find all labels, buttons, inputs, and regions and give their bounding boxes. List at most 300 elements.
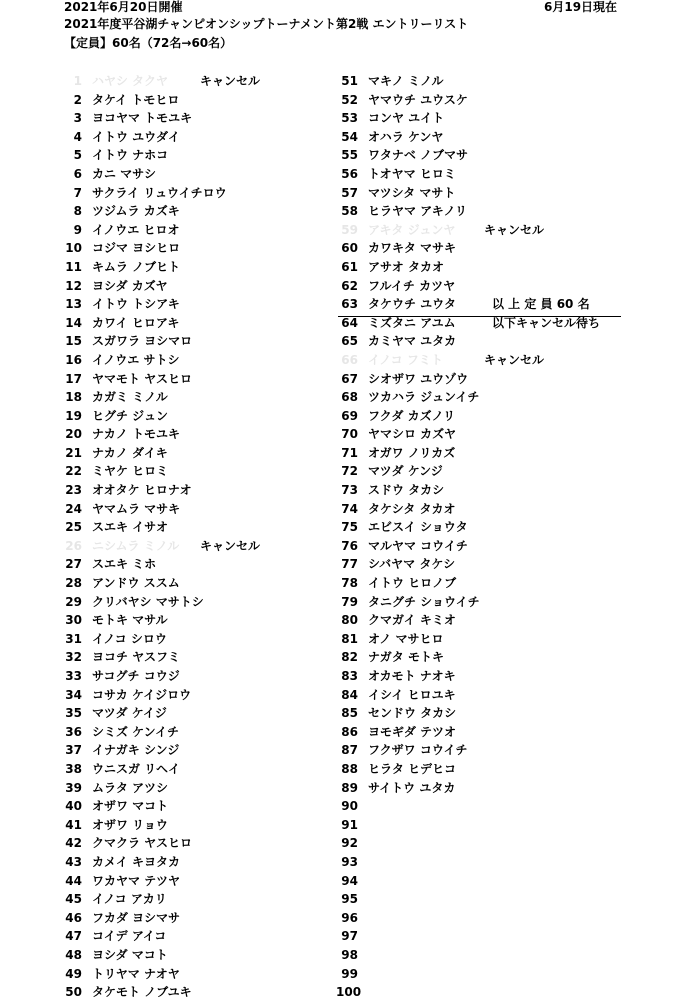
entry-number: 44 [65, 873, 82, 888]
entry-row [336, 425, 626, 444]
entry-name: ヤマウチ ユウスケ [368, 92, 468, 107]
entry-number: 60 [341, 241, 358, 256]
entry-name: タケイ トモヒロ [92, 92, 180, 107]
entry-row [60, 481, 360, 500]
entry-name: イノコ アカリ [92, 892, 167, 907]
entry-row [336, 797, 626, 816]
entry-name: トリヤマ ナオヤ [92, 966, 180, 981]
entry-number: 78 [341, 576, 358, 591]
entry-name: ヨコヤマ トモユキ [92, 111, 193, 126]
entry-number: 79 [341, 594, 358, 609]
entry-number: 69 [341, 408, 358, 423]
entry-number: 52 [341, 92, 358, 107]
entry-row [60, 370, 360, 389]
entry-number: 4 [73, 129, 82, 144]
entry-row [336, 741, 626, 760]
entry-number: 8 [73, 204, 82, 219]
entry-name: オハラ ケンヤ [368, 129, 444, 144]
entry-number: 95 [341, 892, 358, 907]
entry-row [60, 109, 360, 128]
entry-number: 36 [65, 724, 82, 739]
entry-name: オノ マサヒロ [368, 631, 444, 646]
entry-row [60, 704, 360, 723]
entry-number: 23 [65, 483, 82, 498]
entry-row [336, 444, 626, 463]
entry-row [336, 630, 626, 649]
entry-row [60, 388, 360, 407]
entry-number: 26 [65, 538, 82, 553]
entry-row [60, 648, 360, 667]
entry-number: 81 [341, 631, 358, 646]
entry-number: 45 [65, 892, 82, 907]
entry-row [60, 258, 360, 277]
entry-number: 50 [65, 985, 82, 1000]
entry-name: カワイ ヒロアキ [92, 315, 180, 330]
entry-name: コンヤ ユイト [368, 111, 445, 126]
entry-number: 3 [73, 111, 82, 126]
entry-number: 93 [341, 854, 358, 869]
entry-name: ウニスガ リヘイ [92, 761, 180, 776]
entry-number: 61 [341, 259, 358, 274]
entry-name: シオザワ ユウゾウ [368, 371, 469, 386]
entry-row [60, 816, 360, 835]
entry-row [336, 537, 626, 556]
entry-row [60, 165, 360, 184]
entry-number: 17 [65, 371, 82, 386]
entry-name: イノウエ ヒロオ [92, 222, 180, 237]
entry-number: 64 [341, 315, 358, 330]
entry-number: 62 [341, 278, 358, 293]
entry-name: トオヤマ ヒロミ [368, 166, 456, 181]
capacity-line: 【定員】60名（72名→60名） [64, 36, 233, 50]
entry-row [336, 370, 626, 389]
entry-number: 15 [65, 334, 82, 349]
entry-row [60, 946, 360, 965]
entry-row [336, 277, 626, 296]
entry-row [336, 91, 626, 110]
entry-row [336, 555, 626, 574]
entry-row [60, 202, 360, 221]
entry-number: 13 [65, 297, 82, 312]
entry-name: スエキ ミホ [92, 557, 157, 572]
entry-number: 28 [65, 576, 82, 591]
entry-row [60, 779, 360, 798]
entry-name: カニ マサシ [92, 166, 156, 181]
document-title: 2021年度平谷湖チャンピオンシップトーナメント第2戦 エントリーリスト [64, 17, 469, 31]
status-note: 以 上 定 員 60 名 [492, 297, 590, 312]
entry-number: 58 [341, 204, 358, 219]
entry-row [336, 184, 626, 203]
entry-row [336, 128, 626, 147]
entry-number: 12 [65, 278, 82, 293]
entry-number: 29 [65, 594, 82, 609]
entry-name: タケウチ ユウタ [368, 297, 457, 312]
entry-row [336, 407, 626, 426]
entry-row [336, 72, 626, 91]
entry-row [60, 909, 360, 928]
entry-name: タケモト ノブユキ [92, 985, 192, 1000]
entry-name: オカモト ナオキ [368, 669, 456, 683]
entry-name: クマガイ キミオ [368, 613, 456, 628]
entry-row [60, 500, 360, 519]
entry-name: ミヤケ ヒロミ [92, 464, 169, 479]
entry-name: スドウ タカシ [368, 483, 445, 498]
entry-number: 73 [341, 483, 358, 498]
entry-number: 94 [341, 873, 358, 888]
entry-number: 63 [341, 297, 358, 312]
entry-name: ヨシダ カズヤ [92, 278, 168, 293]
entry-number: 38 [65, 761, 82, 776]
entry-name: ハヤシ タクヤ [92, 74, 169, 88]
entry-row [336, 853, 626, 872]
entry-number: 71 [341, 445, 358, 460]
entry-name: オオタケ ヒロナオ [92, 483, 192, 498]
entry-row [336, 109, 626, 128]
entry-row [60, 872, 360, 891]
entry-name: イシイ ヒロユキ [368, 687, 456, 702]
entry-name: フクダ カズノリ [368, 408, 456, 423]
entry-name: サクライ リュウイチロウ [92, 185, 227, 200]
entry-row [336, 295, 626, 314]
entry-number: 39 [65, 780, 82, 795]
entry-name: ヤマモト ヤスヒロ [92, 371, 192, 386]
entry-name: スガワラ ヨシマロ [92, 334, 193, 349]
entry-number: 67 [341, 371, 358, 386]
entry-name: オガワ ノリカズ [368, 445, 456, 460]
entry-number: 22 [65, 464, 82, 479]
entry-row [60, 890, 360, 909]
entry-row [336, 518, 626, 537]
entry-number: 33 [65, 669, 82, 683]
entry-row [336, 927, 626, 946]
entry-row [336, 723, 626, 742]
entry-row [336, 165, 626, 184]
entry-number: 21 [65, 445, 82, 460]
entry-name: ニシムラ ミノル [92, 538, 180, 553]
entry-number: 34 [65, 687, 82, 702]
entry-name: イノコ フミト [368, 352, 443, 367]
entry-name: イトウ ユウダイ [92, 129, 180, 144]
entry-name: オザワ マコト [92, 799, 169, 814]
entry-row [60, 239, 360, 258]
entry-number: 11 [65, 259, 82, 274]
entry-row [60, 965, 360, 984]
entry-number: 6 [73, 166, 82, 181]
entry-name: クリバヤシ マサトシ [92, 594, 204, 609]
entry-name: ミズタニ アユム [368, 315, 456, 330]
entry-number: 32 [65, 650, 82, 665]
entry-number: 41 [65, 817, 82, 832]
entry-row [336, 648, 626, 667]
entry-list-left [60, 72, 360, 1002]
entry-number: 54 [341, 129, 358, 144]
entry-row [336, 686, 626, 705]
entry-name: ヨコチ ヤスフミ [92, 650, 180, 665]
entry-name: ナカノ トモユキ [92, 427, 180, 442]
entry-number: 19 [65, 408, 82, 423]
cancel-note: キャンセル [200, 538, 261, 553]
entry-name: コイデ アイコ [92, 929, 167, 944]
entry-name: タニグチ ショウイチ [368, 594, 480, 609]
entry-number: 48 [65, 947, 82, 962]
entry-row [60, 593, 360, 612]
entry-name: ヒラタ ヒデヒコ [368, 761, 457, 776]
entry-number: 9 [73, 222, 82, 237]
entry-row [60, 146, 360, 165]
entry-row [60, 630, 360, 649]
entry-number: 18 [65, 390, 82, 405]
cancel-note: キャンセル [484, 352, 545, 367]
entry-row [60, 853, 360, 872]
entry-row [60, 741, 360, 760]
entry-number: 24 [65, 501, 82, 516]
entry-number: 91 [341, 817, 358, 832]
entry-row [60, 128, 360, 147]
entry-row [60, 797, 360, 816]
entry-number: 98 [341, 947, 358, 962]
entry-number: 100 [336, 985, 362, 1000]
entry-row [336, 593, 626, 612]
entry-number: 86 [341, 724, 358, 739]
entry-number: 76 [341, 538, 358, 553]
entry-row [336, 500, 626, 519]
entry-name: イナガキ シンジ [92, 743, 180, 758]
entry-row [60, 760, 360, 779]
entry-row [60, 834, 360, 853]
entry-row [336, 481, 626, 500]
entry-number: 70 [341, 427, 358, 442]
entry-name: カガミ ミノル [92, 390, 168, 405]
entry-number: 5 [73, 148, 82, 163]
entry-row [60, 295, 360, 314]
entry-name: シバヤマ タケシ [368, 557, 456, 572]
entry-name: アキタ ジュンヤ [368, 222, 456, 237]
entry-name: マルヤマ コウイチ [368, 538, 468, 553]
entry-name: カミヤマ ユタカ [368, 334, 457, 349]
entry-name: クマクラ ヤスヒロ [92, 836, 192, 851]
entry-row [60, 184, 360, 203]
entry-name: シミズ ケンイチ [92, 724, 179, 739]
entry-name: マツダ ケンジ [368, 464, 443, 479]
entry-name: オザワ リョウ [92, 817, 168, 832]
entry-row [60, 277, 360, 296]
entry-name: ヤマムラ マサキ [92, 501, 181, 516]
entry-name: マツダ ケイジ [92, 706, 167, 721]
entry-name: アンドウ ススム [92, 576, 180, 591]
entry-number: 77 [341, 557, 358, 572]
entry-row [336, 611, 626, 630]
entry-number: 2 [73, 92, 82, 107]
entry-number: 40 [65, 799, 82, 814]
entry-number: 37 [65, 743, 82, 758]
entry-number: 88 [341, 761, 358, 776]
entry-name: ワカヤマ テツヤ [92, 873, 181, 888]
entry-row [336, 872, 626, 891]
entry-list-right [336, 72, 626, 1002]
entry-row [60, 611, 360, 630]
entry-name: ナガタ モトキ [368, 650, 444, 665]
entry-name: サイトウ ユタカ [368, 780, 456, 795]
entry-number: 99 [341, 966, 358, 981]
event-date: 2021年6月20日開催 [64, 0, 183, 14]
entry-name: ヨモギダ テツオ [368, 724, 456, 739]
entry-number: 74 [341, 501, 358, 516]
entry-number: 46 [65, 910, 82, 925]
entry-number: 90 [341, 799, 358, 814]
entry-name: サコグチ コウジ [92, 669, 180, 683]
entry-row [336, 965, 626, 984]
entry-name: コジマ ヨシヒロ [92, 241, 181, 256]
entry-number: 80 [341, 613, 358, 628]
cancel-note: キャンセル [484, 222, 545, 237]
entry-number: 84 [341, 687, 358, 702]
entry-number: 47 [65, 929, 82, 944]
entry-row [336, 258, 626, 277]
entry-row [60, 555, 360, 574]
entry-number: 30 [65, 613, 82, 628]
entry-name: イトウ トシアキ [92, 297, 180, 312]
entry-row [60, 518, 360, 537]
entry-name: フカダ ヨシマサ [92, 910, 181, 925]
entry-name: フルイチ カツヤ [368, 278, 456, 293]
entry-row [336, 462, 626, 481]
entry-row [336, 890, 626, 909]
entry-name: キムラ ノブヒト [92, 259, 181, 274]
entry-row [336, 909, 626, 928]
entry-row [60, 983, 360, 1002]
entry-row [336, 816, 626, 835]
entry-name: スエキ イサオ [92, 520, 168, 535]
entry-row [60, 462, 360, 481]
entry-number: 14 [65, 315, 82, 330]
entry-name: ナカノ ダイキ [92, 445, 168, 460]
entry-name: センドウ タカシ [368, 706, 457, 721]
entry-number: 96 [341, 910, 358, 925]
entry-row [336, 146, 626, 165]
entry-number: 65 [341, 334, 358, 349]
entry-name: ヨシダ マコト [92, 947, 168, 962]
entry-row [60, 667, 360, 686]
entry-number: 25 [65, 520, 82, 535]
entry-number: 51 [341, 74, 358, 88]
entry-row [60, 574, 360, 593]
entry-number: 66 [341, 352, 358, 367]
entry-name: アサオ タカオ [368, 259, 444, 274]
entry-row [60, 332, 360, 351]
entry-number: 55 [341, 148, 358, 163]
entry-number: 85 [341, 706, 358, 721]
entry-number: 49 [65, 966, 82, 981]
entry-row [60, 723, 360, 742]
entry-number: 1 [73, 74, 82, 88]
entry-name: カメイ キヨタカ [92, 854, 180, 869]
entry-number: 59 [341, 222, 358, 237]
entry-number: 53 [341, 111, 358, 126]
entry-name: ヒラヤマ アキノリ [368, 204, 467, 219]
entry-name: モトキ マサル [92, 613, 168, 628]
entry-name: エビスイ ショウタ [368, 520, 468, 535]
entry-row [60, 351, 360, 370]
entry-number: 75 [341, 520, 358, 535]
entry-name: イトウ ヒロノブ [368, 576, 457, 591]
entry-number: 87 [341, 743, 358, 758]
entry-name: イノコ シロウ [92, 631, 167, 646]
entry-row [336, 779, 626, 798]
entry-row [336, 221, 626, 240]
entry-row [60, 72, 360, 91]
entry-name: ムラタ アツシ [92, 780, 169, 795]
entry-number: 82 [341, 650, 358, 665]
entry-number: 31 [65, 631, 82, 646]
entry-name: イノウエ サトシ [92, 352, 180, 367]
entry-name: ヤマシロ カズヤ [368, 427, 456, 442]
entry-row [336, 574, 626, 593]
entry-row [60, 91, 360, 110]
entry-row [60, 221, 360, 240]
entry-name: ツカハラ ジュンイチ [368, 390, 480, 405]
entry-number: 16 [65, 352, 82, 367]
as-of-date: 6月19日現在 [544, 0, 618, 14]
entry-number: 27 [65, 557, 82, 572]
entry-number: 42 [65, 836, 82, 851]
cancel-note: キャンセル [200, 74, 261, 88]
entry-row [60, 444, 360, 463]
entry-name: カワキタ マサキ [368, 241, 457, 256]
entry-name: ワタナベ ノブマサ [368, 148, 469, 163]
entry-row [336, 760, 626, 779]
entry-number: 68 [341, 390, 358, 405]
entry-number: 10 [65, 241, 82, 256]
entry-number: 7 [73, 185, 82, 200]
entry-row [336, 704, 626, 723]
entry-row [336, 983, 626, 1002]
entry-row [336, 351, 626, 370]
entry-number: 83 [341, 669, 358, 683]
entry-row [60, 425, 360, 444]
entry-name: フクザワ コウイチ [368, 743, 468, 758]
entry-row [336, 946, 626, 965]
entry-row [60, 407, 360, 426]
entry-row [336, 332, 626, 351]
entry-number: 92 [341, 836, 358, 851]
entry-number: 97 [341, 929, 358, 944]
entry-row [336, 202, 626, 221]
capacity-divider [338, 316, 621, 317]
entry-row [60, 686, 360, 705]
entry-row [60, 927, 360, 946]
entry-number: 56 [341, 166, 358, 181]
entry-row [60, 314, 360, 333]
entry-number: 89 [341, 780, 358, 795]
entry-name: ヒグチ ジュン [92, 408, 168, 423]
entry-row [60, 537, 360, 556]
entry-name: タケシタ タカオ [368, 501, 456, 516]
entry-number: 57 [341, 185, 358, 200]
entry-row [336, 239, 626, 258]
entry-name: マキノ ミノル [368, 74, 444, 88]
entry-number: 72 [341, 464, 358, 479]
entry-row [336, 667, 626, 686]
entry-name: コサカ ケイジロウ [92, 687, 192, 702]
entry-number: 20 [65, 427, 82, 442]
entry-row [336, 834, 626, 853]
status-note: 以下キャンセル待ち [492, 315, 601, 330]
entry-name: イトウ ナホコ [92, 148, 169, 163]
entry-number: 35 [65, 706, 82, 721]
entry-row [336, 388, 626, 407]
entry-name: ツジムラ カズキ [92, 204, 180, 219]
entry-name: マツシタ マサト [368, 185, 456, 200]
